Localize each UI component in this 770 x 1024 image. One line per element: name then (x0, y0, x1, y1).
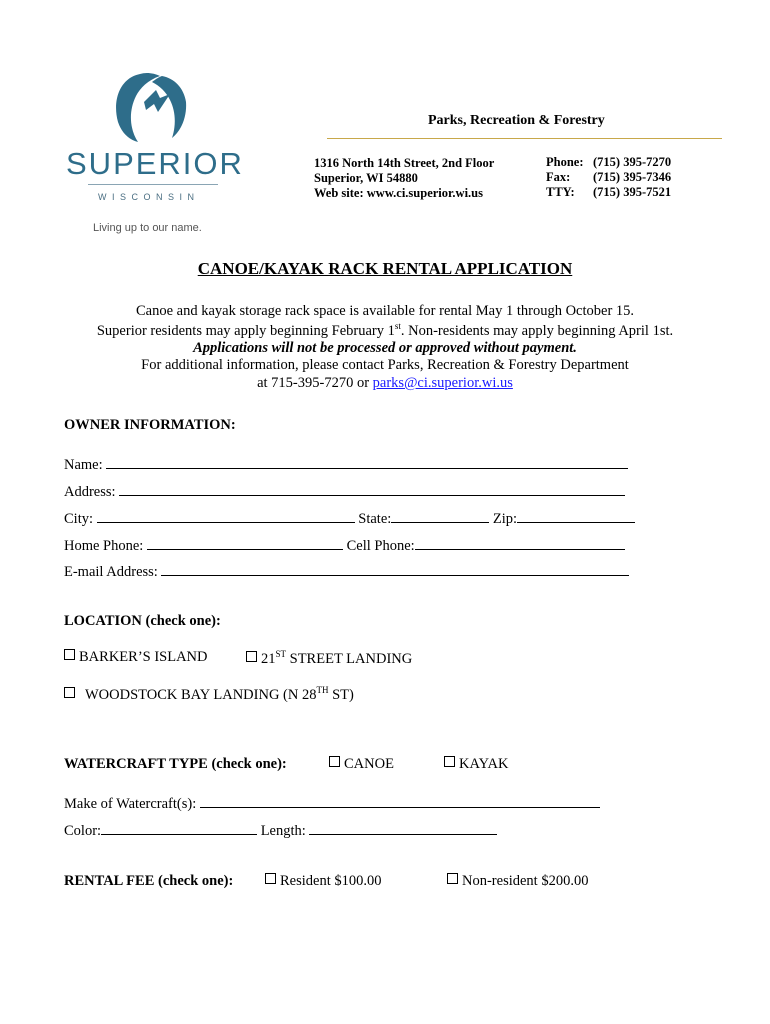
intro-line-2b: . Non-residents may apply beginning April 1st. (400, 322, 674, 339)
watercraft-option-canoe[interactable] (329, 756, 394, 773)
email-row (64, 560, 629, 581)
watercraft-heading: WATERCRAFT TYPE (check one): (64, 756, 287, 772)
length-label: Length: (260, 823, 306, 839)
checkbox-icon[interactable] (64, 687, 75, 698)
location-heading: LOCATION (check one): (64, 613, 221, 629)
header-rule (327, 138, 722, 139)
intro-line-4: For additional information, please contact Parks, Recreation & Forestry Department (141, 357, 629, 373)
cell-phone-label: Cell Phone: (346, 538, 415, 554)
contact-labels (546, 155, 584, 200)
payment-notice: Applications will not be processed or approved without payment. (193, 340, 577, 356)
canoe-label: CANOE (344, 756, 394, 772)
zip-label: Zip: (492, 511, 518, 527)
fee-option-resident[interactable] (265, 873, 382, 890)
email-label: E-mail Address: (64, 564, 158, 580)
home-phone-label: Home Phone: (64, 538, 144, 554)
tty-number: (715) 395-7521 (593, 185, 672, 199)
intro-line-2a: Superior residents may apply beginning February 1 (96, 322, 395, 339)
make-row (64, 792, 600, 813)
owner-heading: OWNER INFORMATION: (64, 417, 236, 433)
address-line-1: 1316 North 14th Street, 2nd Floor (314, 156, 495, 170)
state-label: State: (358, 511, 392, 527)
superior-logo-emblem (110, 72, 190, 144)
checkbox-icon[interactable] (246, 651, 257, 662)
city-row (64, 507, 635, 528)
cell-phone-field[interactable] (415, 534, 625, 550)
checkbox-icon[interactable] (447, 873, 458, 884)
logo-state: WISCONSIN (98, 192, 200, 202)
color-label: Color: (64, 823, 102, 839)
home-phone-field[interactable] (147, 534, 343, 550)
name-row (64, 453, 628, 474)
intro-line-5-prefix: at 715-395-7270 or (257, 375, 373, 391)
woodstock-label-a: WOODSTOCK BAY LANDING (N 28 (85, 686, 317, 703)
location-option-woodstock-bay[interactable] (64, 685, 354, 704)
address-field[interactable] (119, 480, 625, 496)
name-field[interactable] (106, 453, 628, 469)
intro-line-2 (0, 321, 770, 340)
length-field[interactable] (309, 819, 497, 835)
resident-fee-label: Resident $100.00 (280, 873, 382, 889)
zip-field[interactable] (517, 507, 635, 523)
city-label: City: (64, 511, 94, 527)
intro-line-5 (0, 375, 770, 392)
address-block (314, 156, 494, 201)
color-length-row (64, 819, 497, 840)
address-line-2: Superior, WI 54880 (314, 171, 418, 185)
intro-line-1: Canoe and kayak storage rack space is available for rental May 1 through October 15. (135, 303, 635, 319)
21st-label-b: STREET LANDING (286, 650, 413, 667)
woodstock-label-b: ST) (328, 686, 354, 703)
phone-number: (715) 395-7270 (593, 155, 672, 169)
checkbox-icon[interactable] (444, 756, 455, 767)
checkbox-icon[interactable] (329, 756, 340, 767)
location-option-barkers-island[interactable] (64, 649, 208, 666)
contact-values (593, 155, 671, 200)
address-row (64, 480, 625, 501)
fee-option-nonresident[interactable] (447, 873, 588, 890)
state-field[interactable] (391, 507, 489, 523)
tty-label: TTY: (546, 185, 575, 199)
logo-wordmark: SUPERIOR (66, 146, 244, 181)
intro-line-2-sup: st (394, 321, 401, 331)
kayak-label: KAYAK (459, 756, 509, 772)
barkers-island-label: BARKER’S ISLAND (79, 649, 208, 665)
fax-label: Fax: (546, 170, 571, 184)
website-line[interactable]: Web site: www.ci.superior.wi.us (314, 186, 483, 200)
name-label: Name: (64, 457, 103, 473)
21st-label-sup: ST (275, 649, 287, 659)
email-link[interactable]: parks@ci.superior.wi.us (372, 375, 513, 391)
checkbox-icon[interactable] (265, 873, 276, 884)
checkbox-icon[interactable] (64, 649, 75, 660)
nonresident-fee-label: Non-resident $200.00 (462, 873, 589, 889)
fax-number: (715) 395-7346 (593, 170, 672, 184)
address-label: Address: (64, 484, 116, 500)
phone-row (64, 534, 625, 555)
logo-tagline: Living up to our name. (93, 222, 202, 234)
woodstock-label-sup: TH (316, 685, 329, 695)
phone-label: Phone: (546, 155, 584, 169)
logo-divider (88, 184, 218, 185)
make-label: Make of Watercraft(s): (64, 796, 197, 812)
watercraft-option-kayak[interactable] (444, 756, 508, 773)
city-field[interactable] (97, 507, 355, 523)
email-field[interactable] (161, 560, 629, 576)
fee-heading: RENTAL FEE (check one): (64, 873, 234, 889)
department-name: Parks, Recreation & Forestry (428, 113, 605, 128)
21st-label-a: 21 (261, 650, 276, 667)
location-option-21st-street[interactable] (246, 649, 412, 668)
make-field[interactable] (200, 792, 600, 808)
form-title: CANOE/KAYAK RACK RENTAL APPLICATION (197, 259, 573, 278)
color-field[interactable] (101, 819, 257, 835)
